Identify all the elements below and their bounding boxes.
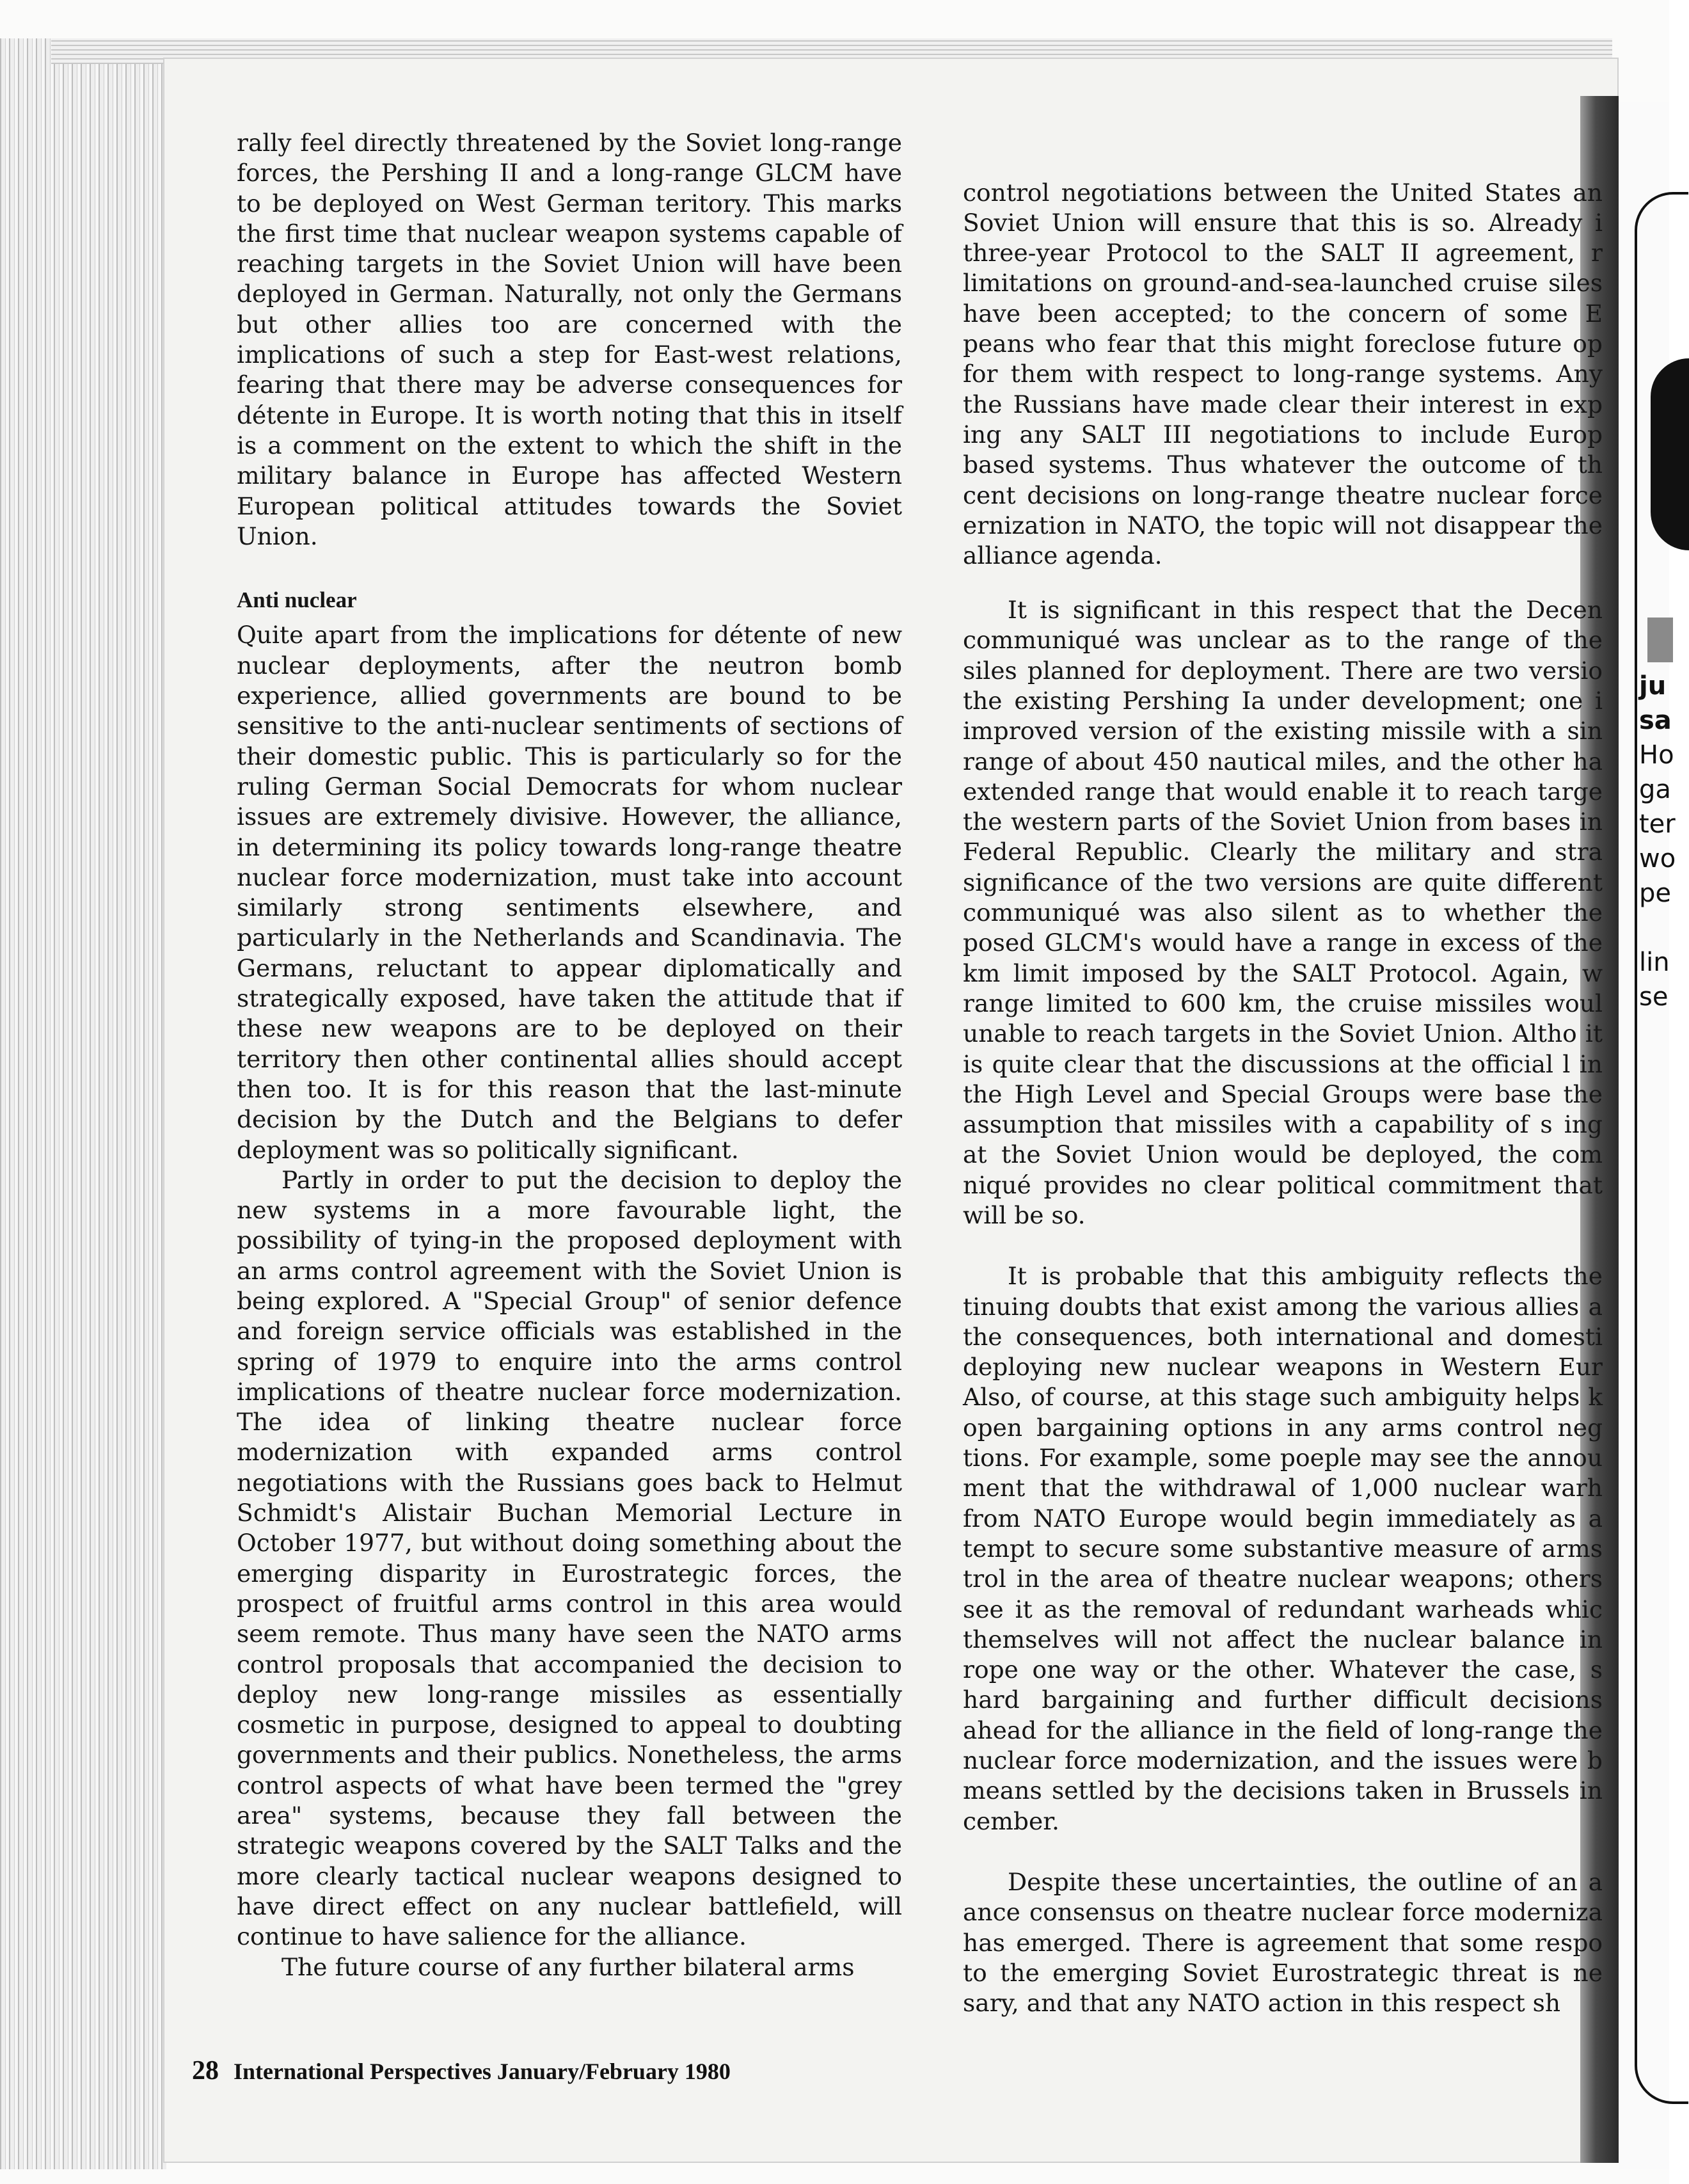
facing-page-text-fragment	[1639, 669, 1676, 1014]
page-number: 28	[192, 2056, 219, 2085]
fragment-line: sa	[1639, 706, 1672, 735]
facing-page-initial-box	[1647, 618, 1673, 662]
page-footer	[192, 2055, 731, 2086]
fragment-line: ju	[1639, 671, 1667, 701]
fragment-line: Ho	[1639, 740, 1674, 770]
right-text-column	[963, 178, 1603, 2019]
paragraph: The future course of any further bilateral arms	[282, 1952, 855, 1981]
facing-page-large-letter	[1651, 358, 1689, 550]
paragraph: rally feel directly threatened by the Soviet long-range forces, the Pershing II and a long-range GLCM have to be deployed on West German teritory. This marks the first time that nuclear weapon systems capable of reaching targets in the Soviet Union will have been deployed in German. Naturally, not only the Germans but other allies too are concerned with the implications of such a step for East-west relations, fearing that there may be adverse consequences for détente in Europe. It is worth noting that this in itself is a comment on the extent to which the shift in the military balance in Europe has affected Western European political attitudes towards the Soviet Union.	[237, 129, 902, 550]
section-subheading: Anti nuclear	[237, 587, 357, 613]
paragraph: Partly in order to put the decision to deploy the new systems in a more favourable light, the possibility of tying-in the proposed deployment with an arms control agreement with the Soviet Union is being explored. A "Special Group" of senior defence and foreign service officials was established in the spring of 1979 to enquire into the arms control implications of theatre nuclear force modernization. The idea of linking theatre nuclear force modernization with expanded arms control negotiations with the Russians goes back to Helmut Schmidt's Alistair Buchan Memorial Lecture in October 1977, but without doing something about the emerging disparity in Eurostrategic forces, the prospect of fruitful arms control in this area would seem remote. Thus many have seen the NATO arms control proposals that accompanied the decision to deploy new long-range missiles as essentially cosmetic in purpose, designed to appeal to doubting governments and their publics. Nonetheless, the arms control aspects of what have been termed the "grey area" systems, because they fall between the strategic weapons covered by the SALT Talks and the more clearly tactical nuclear weapons designed to have direct effect on any nuclear battlefield, will continue to have salience for the alliance.	[237, 1165, 902, 1951]
publication-name: International Perspectives January/February 1980	[234, 2059, 731, 2084]
paragraph: Quite apart from the implications for détente of new nuclear deployments, after the neutron bomb experience, allied governments are bound to be sensitive to the anti-nuclear sentiments of sections of their domestic public. This is particularly so for the ruling German Social Democrats for whom nuclear issues are extremely divisive. However, the alliance, in determining its policy towards long-range theatre nuclear force modernization, must take into account similarly strong sentiments elsewhere, and particularly in the Netherlands and Scandinavia. The Germans, reluctant to appear diplomatically and strategically exposed, have taken the attitude that if these new weapons are to be deployed on their territory then other continental allies should accept then too. It is for this reason that the last-minute decision by the Dutch and the Belgians to defer deployment was so politically significant.	[237, 621, 902, 1164]
fragment-line: ga	[1639, 775, 1671, 804]
paragraph: It is probable that this ambiguity reflects the tinuing doubts that exist among the various allies a the consequences, both international and domesti deploying new nuclear weapons in Western Eur Also, of course, at this stage such ambiguity helps k open bargaining options in any arms control neg tions. For example, some poeple may see the annou ment that the withdrawal of 1,000 nuclear warh from NATO Europe would begin immediately as a tempt to secure some substantive measure of arms trol in the area of theatre nuclear weapons; others see it as the removal of redundant warheads whic themselves will not affect the nuclear balance in rope one way or the other. Whatever the case, s hard bargaining and further difficult decisions ahead for the alliance in the field of long-range the nuclear force modernization, and the issues were b means settled by the decisions taken in Brussels in cember.	[963, 1262, 1603, 1835]
fragment-line: pe	[1639, 879, 1671, 908]
paragraph: control negotiations between the United States an Soviet Union will ensure that this is so. Already i three-year Protocol to the SALT II agreement, r limitations on ground-and-sea-launched cruise siles have been accepted; to the concern of some E peans who fear that this might foreclose future op for them with respect to long-range systems. Any the Russians have made clear their interest in exp ing any SALT III negotiations to include Europ based systems. Thus whatever the outcome of th cent decisions on long-range theatre nuclear force ernization in NATO, the topic will not disappear the alliance agenda.	[963, 178, 1603, 570]
right-column-clip	[963, 154, 1603, 2080]
fragment-line: ter	[1639, 809, 1676, 839]
fragment-line: se	[1639, 982, 1669, 1012]
fragment-line: wo	[1639, 844, 1676, 873]
paragraph: It is significant in this respect that the Decen communiqué was unclear as to the range of the siles planned for deployment. There are two versio the existing Pershing Ia under development; one i improved version of the existing missile with a sin range of about 450 nautical miles, and the other ha extended range that would enable it to reach targe the western parts of the Soviet Union from bases in Federal Republic. Clearly the military and stra significance of the two versions are quite different communiqué was also silent as to whether the posed GLCM's would have a range in excess of the km limit imposed by the SALT Protocol. Again, w range limited to 600 km, the cruise missiles woul unable to reach targets in the Soviet Union. Altho it is quite clear that the discussions at the official l in the High Level and Special Groups were base the assumption that missiles with a capability of s ing at the Soviet Union would be deployed, the com niqué provides no clear political commitment that will be so.	[963, 596, 1603, 1229]
page-edges-left	[0, 38, 166, 2169]
left-text-column	[237, 128, 902, 1982]
fragment-line: lin	[1639, 948, 1670, 977]
paragraph: Despite these uncertainties, the outline of an a ance consensus on theatre nuclear force moderniza has emerged. There is agreement that some respo to the emerging Soviet Eurostrategic threat is ne sary, and that any NATO action in this respect sh	[963, 1867, 1603, 2018]
